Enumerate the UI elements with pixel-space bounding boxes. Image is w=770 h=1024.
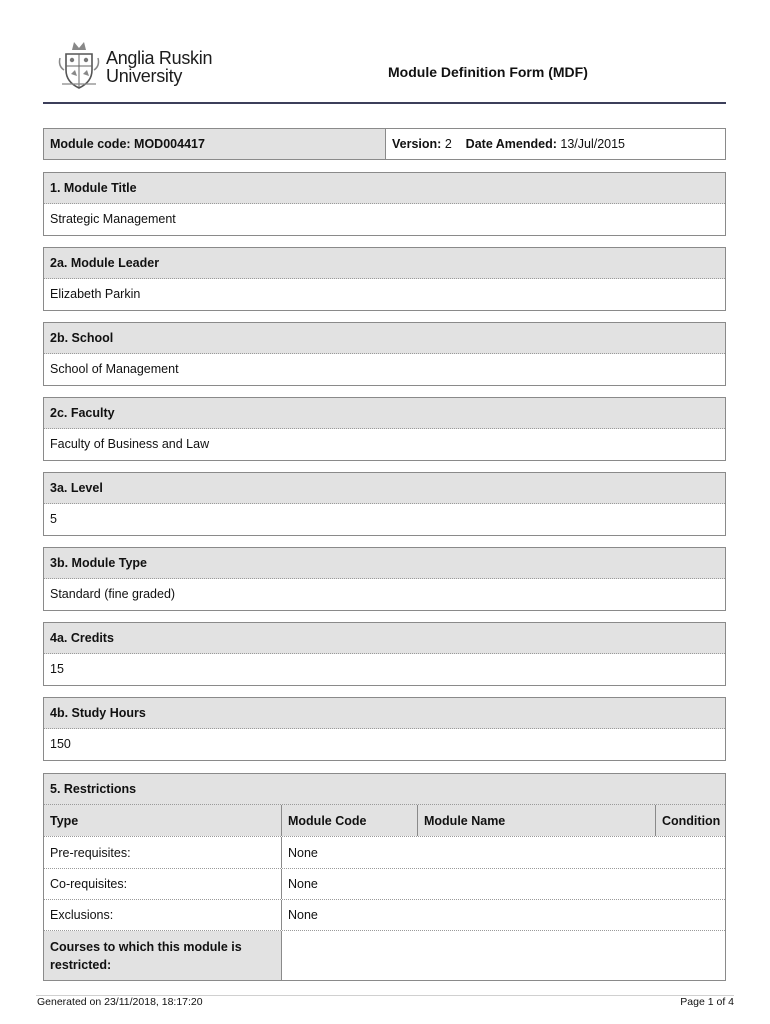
section-study-hours — [43, 697, 726, 761]
section-value: Faculty of Business and Law — [50, 437, 210, 451]
restriction-type: Exclusions: — [44, 900, 282, 930]
university-logo — [56, 40, 216, 90]
restrictions-table — [43, 773, 726, 981]
module-code-label: Module code: — [50, 137, 131, 151]
section-value: 150 — [50, 737, 71, 751]
module-code — [44, 129, 386, 159]
section-module-type — [43, 547, 726, 611]
table-header-row — [44, 805, 725, 837]
restriction-code: None — [288, 908, 318, 922]
restrictions-title: 5. Restrictions — [44, 774, 725, 805]
page-number: Page 1 of 4 — [680, 996, 734, 1008]
header-divider — [43, 102, 726, 104]
section-value: Strategic Management — [50, 212, 176, 226]
section-value: 15 — [50, 662, 64, 676]
section-header: 2b. School — [44, 323, 725, 354]
date-amended-label: Date Amended: — [465, 137, 557, 151]
module-code-row — [43, 128, 726, 160]
logo-text-line1: Anglia Ruskin — [106, 48, 213, 68]
date-amended-value: 13/Jul/2015 — [560, 137, 626, 151]
section-level — [43, 472, 726, 536]
section-header: 2a. Module Leader — [44, 248, 725, 279]
section-header: 4a. Credits — [44, 623, 725, 654]
column-header-type: Type — [44, 805, 282, 836]
restriction-code: None — [288, 845, 318, 860]
section-value: Standard (fine graded) — [50, 587, 176, 601]
crest-icon — [56, 40, 102, 90]
logo-text-line2: University — [106, 66, 183, 86]
section-header: 3b. Module Type — [44, 548, 725, 579]
section-value: School of Management — [50, 362, 179, 376]
restriction-code — [282, 931, 418, 980]
table-row — [44, 931, 725, 980]
section-header: 1. Module Title — [44, 173, 725, 204]
page-header — [0, 0, 770, 105]
table-row — [44, 900, 725, 931]
restriction-code: None — [288, 877, 318, 891]
section-credits — [43, 622, 726, 686]
section-school — [43, 322, 726, 386]
restriction-type: Courses to which this module is restricted: — [44, 931, 282, 980]
section-faculty — [43, 397, 726, 461]
version-label: Version: — [392, 137, 442, 151]
module-code-value: MOD004417 — [134, 137, 205, 151]
version-info — [386, 129, 725, 159]
column-header-module-code: Module Code — [282, 805, 418, 836]
column-header-condition: Condition — [656, 805, 725, 836]
form-title: Module Definition Form (MDF) — [388, 64, 588, 80]
section-module-title — [43, 172, 726, 236]
section-header: 4b. Study Hours — [44, 698, 725, 729]
section-header: 3a. Level — [44, 473, 725, 504]
restriction-type: Co-requisites: — [44, 869, 282, 899]
table-row — [44, 869, 725, 900]
section-value: Elizabeth Parkin — [50, 287, 141, 301]
generated-timestamp: Generated on 23/11/2018, 18:17:20 — [37, 996, 203, 1008]
column-header-module-name: Module Name — [418, 805, 656, 836]
table-row — [44, 837, 725, 869]
version-value: 2 — [444, 137, 452, 151]
section-module-leader — [43, 247, 726, 311]
section-header: 2c. Faculty — [44, 398, 725, 429]
restriction-type: Pre-requisites: — [44, 837, 282, 868]
section-value: 5 — [50, 512, 57, 526]
